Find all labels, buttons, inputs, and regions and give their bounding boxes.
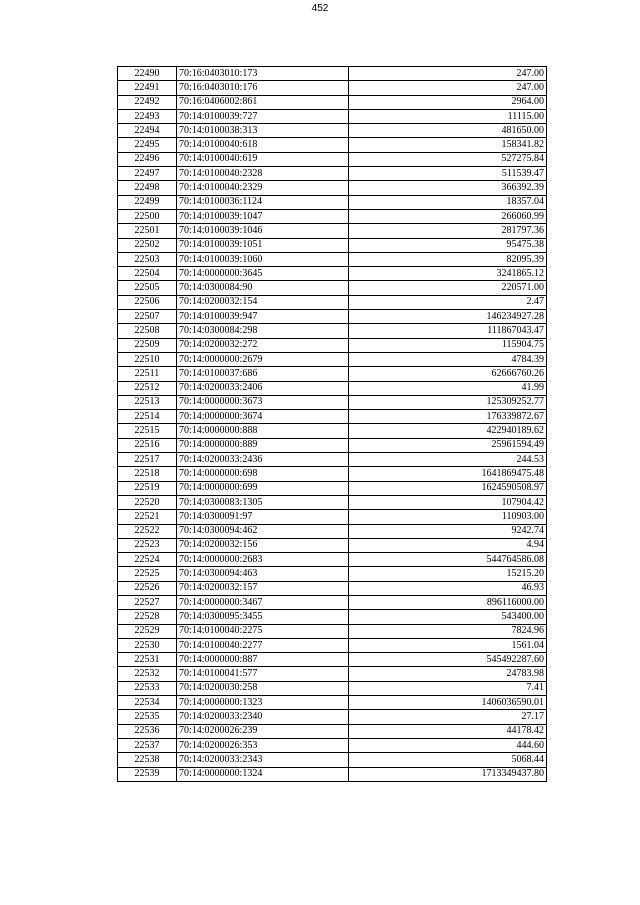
value-cell: 95475.38 — [349, 238, 547, 252]
cadastral-number-cell: 70:14:0300091:97 — [177, 510, 349, 524]
table-row — [118, 538, 547, 552]
row-number-cell: 22529 — [118, 624, 177, 638]
row-number-cell: 22498 — [118, 181, 177, 195]
table-row — [118, 438, 547, 452]
row-number-cell: 22516 — [118, 438, 177, 452]
table-row — [118, 595, 547, 609]
value-cell: 44178.42 — [349, 724, 547, 738]
table-row — [118, 81, 547, 95]
row-number-cell: 22517 — [118, 453, 177, 467]
value-cell: 110903.00 — [349, 510, 547, 524]
page-number: 452 — [311, 3, 329, 14]
row-number-cell: 22491 — [118, 81, 177, 95]
cadastral-number-cell: 70:14:0300094:463 — [177, 567, 349, 581]
cadastral-number-cell: 70:14:0000000:2683 — [177, 553, 349, 567]
table-row — [118, 753, 547, 767]
row-number-cell: 22524 — [118, 553, 177, 567]
cadastral-number-cell: 70:14:0200026:239 — [177, 724, 349, 738]
value-cell: 422940189.62 — [349, 424, 547, 438]
row-number-cell: 22506 — [118, 295, 177, 309]
table-row — [118, 410, 547, 424]
cadastral-number-cell: 70:16:0403010:176 — [177, 81, 349, 95]
cadastral-number-cell: 70:14:0000000:3467 — [177, 595, 349, 609]
row-number-cell: 22515 — [118, 424, 177, 438]
cadastral-number-cell: 70:14:0000000:3645 — [177, 267, 349, 281]
row-number-cell: 22492 — [118, 95, 177, 109]
value-cell: 111867043.47 — [349, 324, 547, 338]
value-cell: 544764586.08 — [349, 553, 547, 567]
value-cell: 4784.39 — [349, 352, 547, 366]
cadastral-number-cell: 70:14:0100039:727 — [177, 109, 349, 123]
table-row — [118, 738, 547, 752]
row-number-cell: 22504 — [118, 267, 177, 281]
row-number-cell: 22511 — [118, 367, 177, 381]
table-row — [118, 467, 547, 481]
value-cell: 5068.44 — [349, 753, 547, 767]
table-row — [118, 481, 547, 495]
row-number-cell: 22493 — [118, 109, 177, 123]
cadastral-number-cell: 70:16:0403010:173 — [177, 67, 349, 81]
row-number-cell: 22490 — [118, 67, 177, 81]
cadastral-number-cell: 70:14:0100037:686 — [177, 367, 349, 381]
cadastral-number-cell: 70:14:0100039:1051 — [177, 238, 349, 252]
table-row — [118, 109, 547, 123]
row-number-cell: 22500 — [118, 209, 177, 223]
cadastral-number-cell: 70:14:0000000:2679 — [177, 352, 349, 366]
value-cell: 896116000.00 — [349, 595, 547, 609]
row-number-cell: 22536 — [118, 724, 177, 738]
cadastral-number-cell: 70:14:0200032:157 — [177, 581, 349, 595]
row-number-cell: 22494 — [118, 124, 177, 138]
cadastral-number-cell: 70:14:0000000:698 — [177, 467, 349, 481]
row-number-cell: 22495 — [118, 138, 177, 152]
value-cell: 25961594.49 — [349, 438, 547, 452]
cadastral-number-cell: 70:14:0000000:889 — [177, 438, 349, 452]
table-row — [118, 124, 547, 138]
value-cell: 82095.39 — [349, 252, 547, 266]
cadastral-number-cell: 70:14:0100038:313 — [177, 124, 349, 138]
value-cell: 7.41 — [349, 681, 547, 695]
table-row — [118, 95, 547, 109]
row-number-cell: 22514 — [118, 410, 177, 424]
row-number-cell: 22531 — [118, 653, 177, 667]
table-row — [118, 152, 547, 166]
cadastral-number-cell: 70:14:0100041:577 — [177, 667, 349, 681]
table-row — [118, 267, 547, 281]
row-number-cell: 22499 — [118, 195, 177, 209]
value-cell: 3241865.12 — [349, 267, 547, 281]
table-row — [118, 638, 547, 652]
value-cell: 62666760.26 — [349, 367, 547, 381]
table-row — [118, 581, 547, 595]
value-cell: 125309252.77 — [349, 395, 547, 409]
table-row — [118, 67, 547, 81]
value-cell: 545492287.60 — [349, 653, 547, 667]
row-number-cell: 22513 — [118, 395, 177, 409]
cadastral-number-cell: 70:14:0100039:947 — [177, 310, 349, 324]
cadastral-number-cell: 70:14:0000000:3673 — [177, 395, 349, 409]
row-number-cell: 22526 — [118, 581, 177, 595]
value-cell: 281797.36 — [349, 224, 547, 238]
value-cell: 11115.00 — [349, 109, 547, 123]
table-row — [118, 310, 547, 324]
table-row — [118, 624, 547, 638]
value-cell: 1713349437.80 — [349, 767, 547, 781]
table-row — [118, 453, 547, 467]
row-number-cell: 22508 — [118, 324, 177, 338]
row-number-cell: 22505 — [118, 281, 177, 295]
table-row — [118, 324, 547, 338]
row-number-cell: 22521 — [118, 510, 177, 524]
table-row — [118, 767, 547, 781]
table-row — [118, 567, 547, 581]
value-cell: 115904.75 — [349, 338, 547, 352]
table-row — [118, 610, 547, 624]
value-cell: 27.17 — [349, 710, 547, 724]
cadastral-number-cell: 70:14:0000000:1323 — [177, 696, 349, 710]
cadastral-number-cell: 70:14:0300084:298 — [177, 324, 349, 338]
cadastral-number-cell: 70:14:0200033:2343 — [177, 753, 349, 767]
table-row — [118, 495, 547, 509]
value-cell: 247.00 — [349, 67, 547, 81]
table-row — [118, 209, 547, 223]
cadastral-number-cell: 70:14:0200026:353 — [177, 738, 349, 752]
cadastral-number-cell: 70:14:0100039:1060 — [177, 252, 349, 266]
cadastral-number-cell: 70:16:0406002:861 — [177, 95, 349, 109]
cadastral-number-cell: 70:14:0100040:2275 — [177, 624, 349, 638]
row-number-cell: 22509 — [118, 338, 177, 352]
row-number-cell: 22519 — [118, 481, 177, 495]
row-number-cell: 22538 — [118, 753, 177, 767]
value-cell: 247.00 — [349, 81, 547, 95]
row-number-cell: 22527 — [118, 595, 177, 609]
table-row — [118, 338, 547, 352]
value-cell: 9242.74 — [349, 524, 547, 538]
table-row — [118, 181, 547, 195]
value-cell: 24783.98 — [349, 667, 547, 681]
table-row — [118, 381, 547, 395]
value-cell: 15215.20 — [349, 567, 547, 581]
table-row — [118, 281, 547, 295]
table-row — [118, 724, 547, 738]
row-number-cell: 22496 — [118, 152, 177, 166]
row-number-cell: 22533 — [118, 681, 177, 695]
cadastral-number-cell: 70:14:0200033:2340 — [177, 710, 349, 724]
registry-table-body — [118, 67, 547, 782]
value-cell: 146234927.28 — [349, 310, 547, 324]
table-row — [118, 681, 547, 695]
value-cell: 1624590508.97 — [349, 481, 547, 495]
cadastral-number-cell: 70:14:0200032:154 — [177, 295, 349, 309]
row-number-cell: 22539 — [118, 767, 177, 781]
row-number-cell: 22510 — [118, 352, 177, 366]
row-number-cell: 22502 — [118, 238, 177, 252]
table-row — [118, 352, 547, 366]
value-cell: 220571.00 — [349, 281, 547, 295]
value-cell: 46.93 — [349, 581, 547, 595]
table-row — [118, 553, 547, 567]
value-cell: 2964.00 — [349, 95, 547, 109]
cadastral-number-cell: 70:14:0200033:2436 — [177, 453, 349, 467]
cadastral-number-cell: 70:14:0100040:2329 — [177, 181, 349, 195]
row-number-cell: 22503 — [118, 252, 177, 266]
row-number-cell: 22518 — [118, 467, 177, 481]
value-cell: 2.47 — [349, 295, 547, 309]
cadastral-number-cell: 70:14:0200032:272 — [177, 338, 349, 352]
table-row — [118, 295, 547, 309]
cadastral-number-cell: 70:14:0000000:699 — [177, 481, 349, 495]
table-row — [118, 424, 547, 438]
value-cell: 41.99 — [349, 381, 547, 395]
cadastral-number-cell: 70:14:0100040:2328 — [177, 167, 349, 181]
table-row — [118, 195, 547, 209]
cadastral-number-cell: 70:14:0100039:1047 — [177, 209, 349, 223]
row-number-cell: 22522 — [118, 524, 177, 538]
cadastral-number-cell: 70:14:0000000:1324 — [177, 767, 349, 781]
cadastral-number-cell: 70:14:0300095:3455 — [177, 610, 349, 624]
row-number-cell: 22512 — [118, 381, 177, 395]
value-cell: 7824.96 — [349, 624, 547, 638]
cadastral-number-cell: 70:14:0300094:462 — [177, 524, 349, 538]
table-row — [118, 395, 547, 409]
value-cell: 176339872.67 — [349, 410, 547, 424]
cadastral-number-cell: 70:14:0100039:1046 — [177, 224, 349, 238]
row-number-cell: 22507 — [118, 310, 177, 324]
row-number-cell: 22501 — [118, 224, 177, 238]
table-row — [118, 224, 547, 238]
value-cell: 266060.99 — [349, 209, 547, 223]
cadastral-number-cell: 70:14:0100040:619 — [177, 152, 349, 166]
row-number-cell: 22535 — [118, 710, 177, 724]
table-row — [118, 696, 547, 710]
row-number-cell: 22530 — [118, 638, 177, 652]
cadastral-number-cell: 70:14:0000000:887 — [177, 653, 349, 667]
table-row — [118, 138, 547, 152]
value-cell: 107904.42 — [349, 495, 547, 509]
cadastral-number-cell: 70:14:0300084:90 — [177, 281, 349, 295]
table-row — [118, 710, 547, 724]
value-cell: 527275.84 — [349, 152, 547, 166]
value-cell: 543400.00 — [349, 610, 547, 624]
table-row — [118, 653, 547, 667]
row-number-cell: 22525 — [118, 567, 177, 581]
cadastral-number-cell: 70:14:0200033:2406 — [177, 381, 349, 395]
row-number-cell: 22528 — [118, 610, 177, 624]
row-number-cell: 22497 — [118, 167, 177, 181]
value-cell: 481650.00 — [349, 124, 547, 138]
value-cell: 158341.82 — [349, 138, 547, 152]
value-cell: 4.94 — [349, 538, 547, 552]
value-cell: 18357.04 — [349, 195, 547, 209]
row-number-cell: 22532 — [118, 667, 177, 681]
table-row — [118, 367, 547, 381]
cadastral-number-cell: 70:14:0200032:156 — [177, 538, 349, 552]
value-cell: 511539.47 — [349, 167, 547, 181]
cadastral-number-cell: 70:14:0100036:1124 — [177, 195, 349, 209]
table-row — [118, 510, 547, 524]
value-cell: 366392.39 — [349, 181, 547, 195]
registry-table — [117, 66, 547, 782]
row-number-cell: 22523 — [118, 538, 177, 552]
value-cell: 244.53 — [349, 453, 547, 467]
table-row — [118, 167, 547, 181]
cadastral-number-cell: 70:14:0300083:1305 — [177, 495, 349, 509]
cadastral-number-cell: 70:14:0000000:3674 — [177, 410, 349, 424]
table-row — [118, 667, 547, 681]
cadastral-number-cell: 70:14:0100040:2277 — [177, 638, 349, 652]
value-cell: 1641869475.48 — [349, 467, 547, 481]
cadastral-number-cell: 70:14:0200030:258 — [177, 681, 349, 695]
row-number-cell: 22534 — [118, 696, 177, 710]
value-cell: 444.60 — [349, 738, 547, 752]
cadastral-number-cell: 70:14:0100040:618 — [177, 138, 349, 152]
table-row — [118, 252, 547, 266]
row-number-cell: 22537 — [118, 738, 177, 752]
table-row — [118, 238, 547, 252]
row-number-cell: 22520 — [118, 495, 177, 509]
cadastral-number-cell: 70:14:0000000:888 — [177, 424, 349, 438]
value-cell: 1406036590.01 — [349, 696, 547, 710]
table-row — [118, 524, 547, 538]
value-cell: 1561.04 — [349, 638, 547, 652]
